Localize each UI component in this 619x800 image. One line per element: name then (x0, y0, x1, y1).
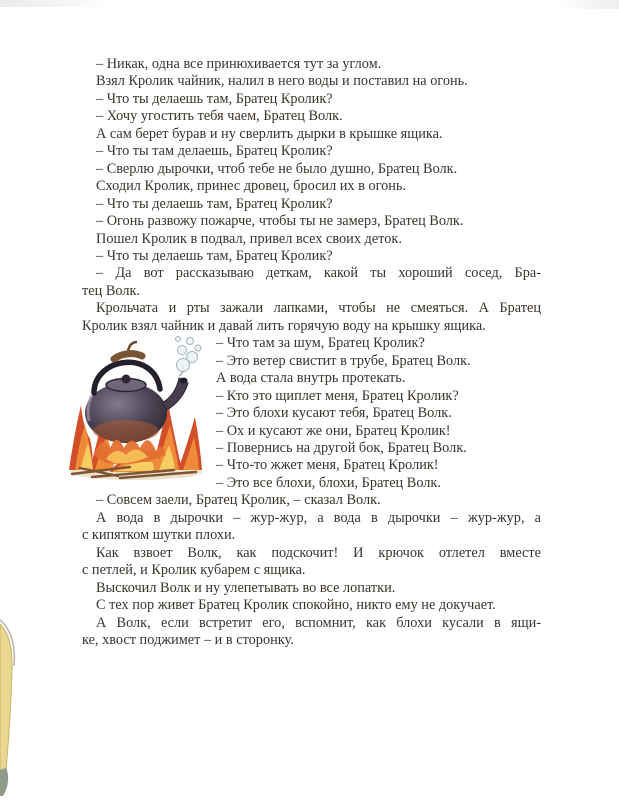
text-line: – Ох и кусают же они, Братец Кролик! (216, 422, 451, 439)
section-top (82, 56, 541, 335)
paragraph (82, 178, 541, 195)
paragraph (82, 73, 541, 90)
text-line: с петлей, и Кролик кубарем с ящика. (82, 562, 306, 579)
text-line: – Что там за шум, Братец Кролик? (216, 335, 425, 352)
text-line: А Волк, если встретит его, вспомнит, как блохи кусали в ящи- (96, 614, 541, 631)
paragraph (82, 196, 541, 213)
text-line: тец Волк. (82, 282, 140, 299)
text-line: с кипятком шутки плохи. (82, 527, 236, 544)
illustration-container (82, 335, 208, 485)
steam-puffs (176, 337, 202, 377)
text-line: Сходил Кролик, принес дровец, бросил их в огонь. (96, 178, 407, 195)
text-line: Взял Кролик чайник, налил в него воды и поставил на огонь. (96, 73, 468, 90)
text-line: А вода в дырочки – жур-жур, а вода в дырочки – жур-жур, а (96, 509, 541, 526)
text-line: – Что-то жжет меня, Братец Кролик! (216, 457, 439, 474)
paragraph (82, 248, 541, 265)
paragraph (82, 91, 541, 108)
paragraph (82, 545, 541, 580)
paragraph (82, 213, 541, 230)
paragraph (82, 56, 541, 73)
paragraph (82, 143, 541, 160)
text-line: – Совсем заели, Братец Кролик, – сказал Волк. (96, 492, 381, 509)
text-line: Крольчата и рты зажали лапками, чтобы не смеяться. А Братец (96, 300, 541, 317)
text-line: ке, хвост поджимет – и в сторонку. (82, 631, 294, 648)
text-line: – Это блохи кусают тебя, Братец Волк. (216, 405, 452, 422)
text-line: – Повернись на другой бок, Братец Волк. (216, 439, 467, 456)
text-line: – Да вот рассказываю деткам, какой ты хороший сосед, Бра- (96, 265, 541, 282)
paragraph (82, 492, 541, 509)
text-line: – Что ты там делаешь, Братец Кролик? (96, 143, 333, 160)
text-line: – Это все блохи, блохи, Братец Волк. (216, 474, 441, 491)
text-line: – Что ты делаешь там, Братец Кролик? (96, 195, 333, 212)
paragraph (82, 231, 541, 248)
text-line: – Сверлю дырочки, чтоб тебе не было душно, Братец Волк. (96, 160, 458, 177)
text-line: А вода стала внутрь протекать. (216, 370, 406, 387)
paragraph (82, 300, 541, 335)
paragraph (82, 510, 541, 545)
paragraph (82, 161, 541, 178)
text-line: А сам берет бурав и ну сверлить дырки в крышке ящика. (96, 125, 443, 142)
section-beside-wrap (82, 335, 541, 492)
text-line: – Огонь развожу пожарче, чтобы ты не замерз, Братец Волк. (96, 213, 464, 230)
text-line: С тех пор живет Братец Кролик спокойно, никто ему не докучает. (96, 597, 496, 614)
kettle-on-fire-illustration (66, 331, 206, 483)
text-line: – Это ветер свистит в трубе, Братец Волк. (216, 352, 471, 369)
text-line: – Что ты делаешь там, Братец Кролик? (96, 247, 333, 264)
scan-edge-top-right (555, 0, 619, 9)
scan-edge-top-left (0, 0, 112, 7)
text-line: – Хочу угостить тебя чаем, Братец Волк. (96, 108, 343, 125)
text-line: – Кто это щиплет меня, Братец Кролик? (216, 387, 459, 404)
paragraph (82, 580, 541, 597)
paragraph (82, 265, 541, 300)
paragraph (82, 126, 541, 143)
kettle-spout (162, 378, 188, 411)
paragraph (82, 108, 541, 125)
text-line: – Что ты делаешь там, Братец Кролик? (96, 90, 333, 107)
story-text (82, 56, 541, 649)
text-line: Пошел Кролик в подвал, привел всех своих деток. (96, 230, 402, 247)
section-bottom (82, 492, 541, 649)
text-line: – Никак, одна все принюхивается тут за углом. (96, 56, 382, 72)
paragraph (82, 615, 541, 650)
text-line: Как взвоет Волк, как подскочит! И крючок отлетел вместе (96, 544, 541, 561)
paragraph (82, 597, 541, 614)
text-line: Кролик взял чайник и давай лить горячую воду на крышку ящика. (82, 317, 486, 334)
text-line: Выскочил Волк и ну улепетывать во все лопатки. (96, 579, 396, 596)
facing-page-edge (0, 618, 22, 800)
